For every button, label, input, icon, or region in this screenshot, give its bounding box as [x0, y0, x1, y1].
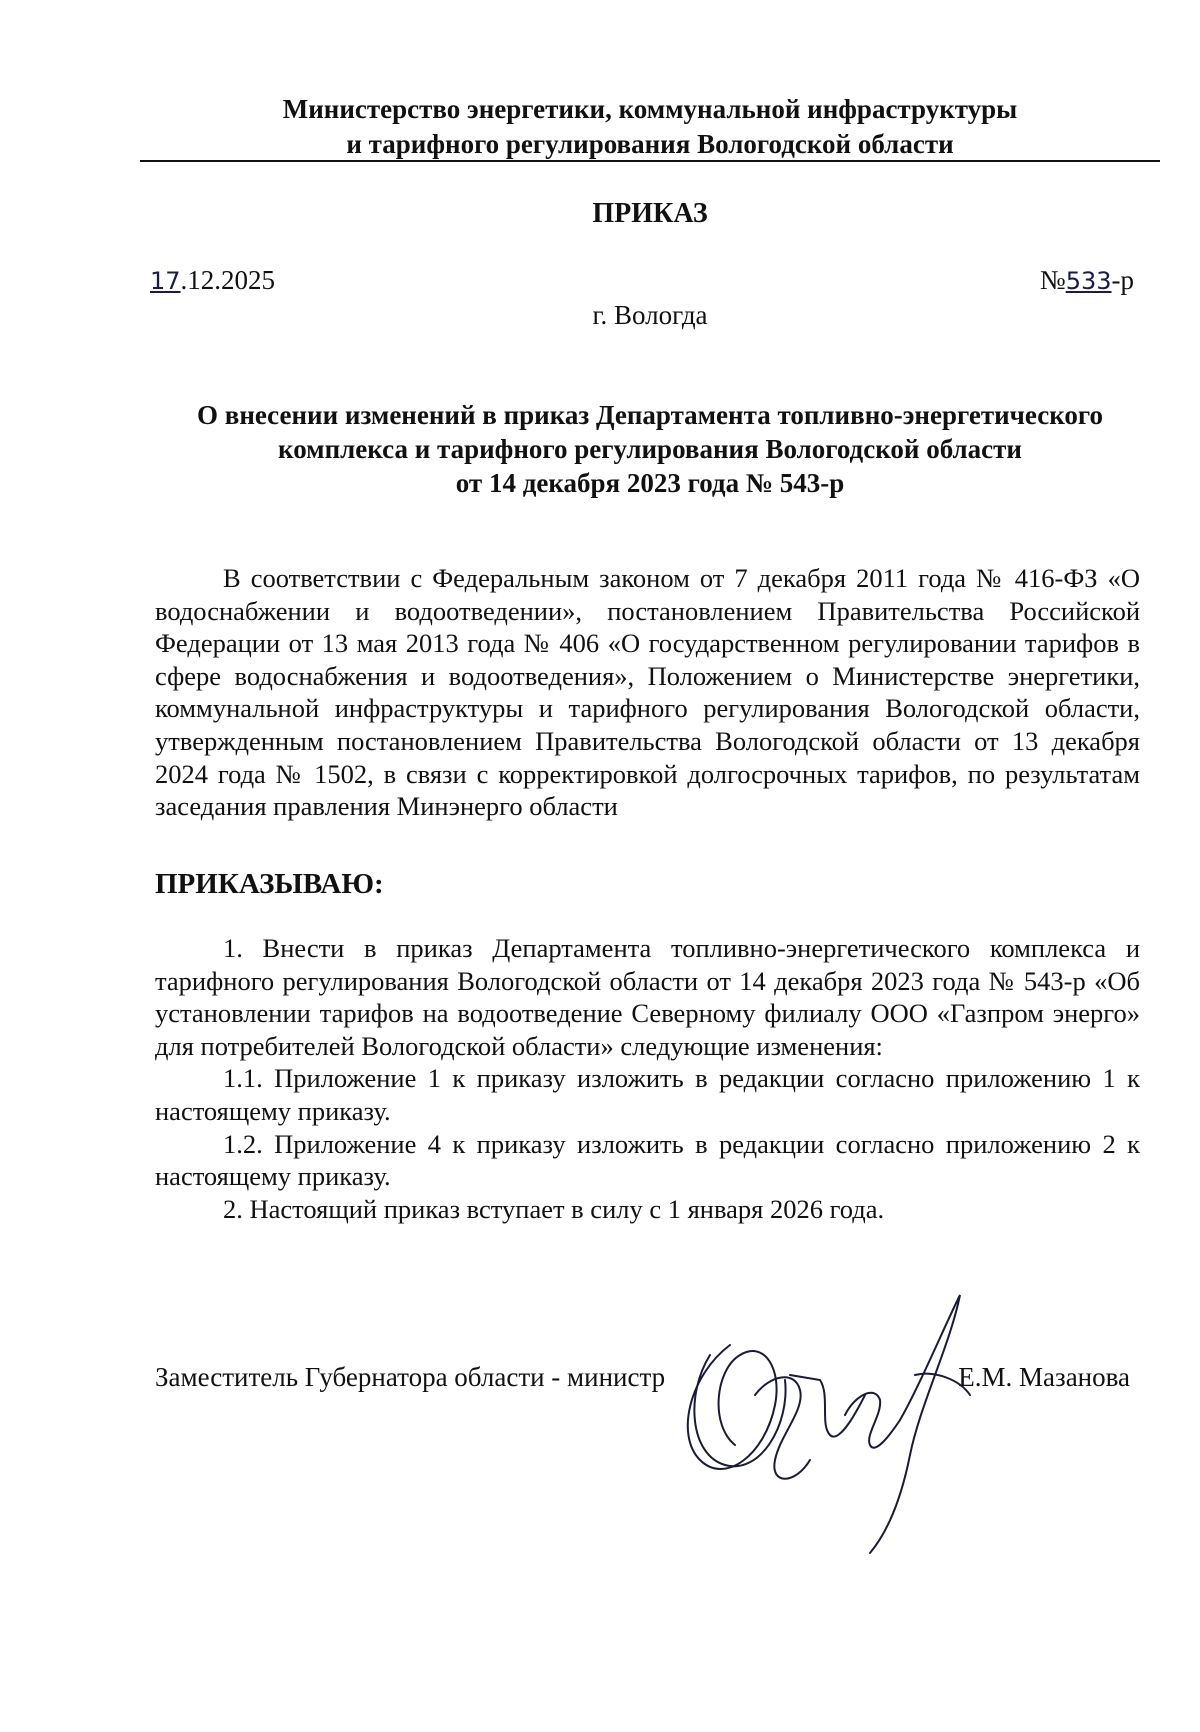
- ministry-header: [140, 92, 1160, 162]
- signatory-name: Е.М. Мазанова: [958, 1362, 1130, 1392]
- order-item-1-2: 1.2. Приложение 4 к приказу изложить в редакции согласно приложению 2 к настоящему приказу.: [155, 1128, 1140, 1192]
- order-date-day: 17: [150, 267, 181, 295]
- preamble-paragraph: В соответствии с Федеральным законом от 7 декабря 2011 года № 416-ФЗ «О водоснабжении и водоотведении», постановлением Правительства Российской Федерации от 13 мая 2013 года № 406 «О государственном регулировании тарифов в сфере водоснабжения и водоотведения», Положением о Министерстве энергетики, коммунальной инфраструктуры и тарифного регулирования Вологодской области, утвержденным постановлением Правительства Вологодской области от 13 декабря 2024 года № 1502, в связи с корректировкой долгосрочных тарифов, по результатам заседания правления Минэнерго области: [155, 563, 1140, 822]
- order-city: г. Вологда: [592, 300, 708, 330]
- order-item-1: 1. Внести в приказ Департамента топливно-энергетического комплекса и тарифного регулирования Вологодской области от 14 декабря 2023 года № 543-р «Об установлении тарифов на водоотведение Северному филиалу ООО «Газпром энерго» для потребителей Вологодской области» следующие изменения:: [155, 933, 1140, 1061]
- order-item-1-1: 1.1. Приложение 1 к приказу изложить в редакции согласно приложению 1 к настоящему приказу.: [155, 1063, 1140, 1126]
- order-items: [155, 932, 1140, 1225]
- order-subject: [140, 398, 1160, 500]
- order-number-suffix: -р: [1111, 265, 1134, 295]
- order-number-value: 533: [1065, 267, 1112, 295]
- order-subject-line1: О внесении изменений в приказ Департамента топливно-энергетического: [196, 400, 1103, 430]
- order-number: [1040, 265, 1134, 296]
- order-item-2: 2. Настоящий приказ вступает в силу с 1 января 2026 года.: [223, 1193, 885, 1224]
- document-type-title: ПРИКАЗ: [592, 198, 708, 229]
- order-subject-line3: от 14 декабря 2023 года № 543-р: [455, 468, 845, 498]
- order-directive-word: ПРИКАЗЫВАЮ:: [155, 868, 384, 900]
- order-number-prefix: №: [1039, 265, 1066, 295]
- order-subject-line2: комплекса и тарифного регулирования Вологодской области: [278, 434, 1022, 464]
- order-date: [150, 265, 275, 296]
- ministry-header-line1: Министерство энергетики, коммунальной инфраструктуры: [282, 94, 1018, 124]
- signatory-position: Заместитель Губернатора области - министр: [155, 1362, 666, 1392]
- order-date-rest: .12.2025: [180, 265, 276, 295]
- header-divider: [140, 160, 1160, 162]
- handwritten-signature: [670, 1285, 990, 1555]
- ministry-header-line2: и тарифного регулирования Вологодской области: [346, 129, 954, 159]
